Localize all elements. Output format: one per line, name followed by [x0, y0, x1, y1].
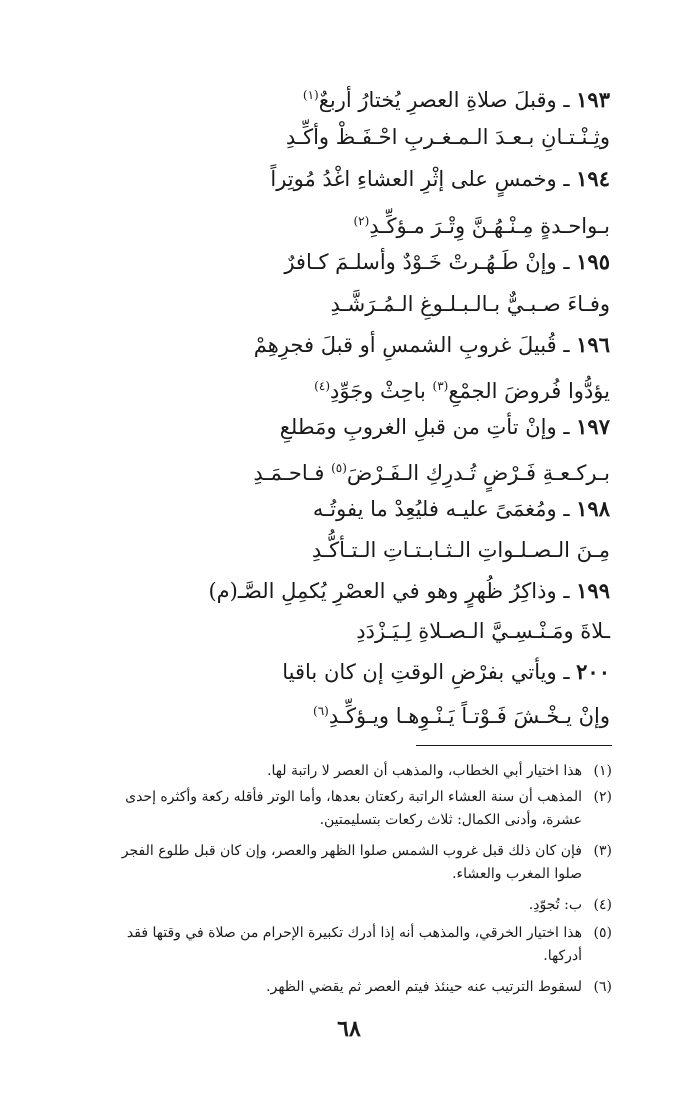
verse-text: وفـاءَ صـبـيٌّ بـالـبـلـوغِ الـمُـرَشَّـدِ [330, 292, 610, 316]
footnote-number: (٦) [593, 979, 612, 995]
verse-198-first-hemistich [40, 492, 610, 526]
footnote-text: ب: تُجوّدِ. [528, 897, 582, 913]
verse-text: بـركـعـةِ فَـرْضٍ تُـدرِكِ الـفَـرْضَ [346, 461, 610, 485]
verse-195-second-hemistich [40, 287, 610, 321]
verse-text: باحِثْ وجَوِّدِ [330, 379, 433, 403]
verse-text: وإنْ طَـهُـرتْ خَـوْدٌ وأسلـمَ كـافرٌ [284, 250, 557, 274]
footnote-1 [52, 760, 612, 783]
verse-separator: ـ [556, 579, 577, 603]
footnote-5 [52, 922, 612, 968]
verse-text: ومُغمَىً عليـه فليُعِدْ ما يفوتُـه [312, 497, 557, 521]
footnote-text: لسقوط الترتيب عنه حينئذ فيتم العصر ثم يقضي الظهر. [266, 979, 582, 995]
footnote-number: (٤) [593, 897, 612, 913]
verse-196-first-hemistich [40, 328, 610, 362]
footnote-text: هذا اختيار الخرقي، والمذهب أنه إذا أدرك تكبيرة الإحرام من صلاة في وقتها فقد [126, 925, 582, 941]
verse-number: ١٩٩ [576, 578, 610, 603]
verse-193-first-hemistich [40, 78, 610, 117]
verse-194-first-hemistich [40, 162, 610, 196]
verse-text: يؤدُّوا فُروضَ الجمْعِ [448, 379, 610, 403]
verse-text: مِـنَ الـصـلـواتِ الـثـابـتـاتِ الـتـأكُّـدِ [311, 538, 610, 562]
footnote-3 [52, 840, 612, 886]
verse-text: ـلاةَ ومَـنْـسِـيَّ الـصـلاةِ لِـيَـزْدَدِ [356, 619, 610, 643]
verse-separator: ـ [556, 333, 577, 357]
footnote-text-continued: أدركها. [543, 948, 582, 964]
footnote-marker: (٣) [432, 379, 449, 393]
verse-separator: ـ [556, 167, 577, 191]
verse-text: قُبيلَ غروبِ الشمسِ أو قبلَ فجرِهِمْ [253, 333, 557, 357]
verse-separator: ـ [556, 250, 577, 274]
verse-number: ١٩٨ [576, 496, 610, 521]
verse-number: ١٩٣ [576, 87, 610, 112]
verse-200-first-hemistich [40, 655, 610, 689]
verse-194-second-hemistich [40, 204, 610, 243]
verse-197-second-hemistich [40, 451, 610, 490]
verse-195-first-hemistich [40, 245, 610, 279]
footnote-marker: (٤) [314, 379, 330, 393]
verse-number: ١٩٦ [576, 332, 610, 357]
verse-199-second-hemistich [40, 614, 610, 648]
verse-separator: ـ [556, 415, 577, 439]
verse-text: ويأتي بفرْضِ الوقتِ إن كان باقيا [282, 660, 557, 684]
verse-text: وخمسٍ على إثْرِ العشاءِ اغْدُ مُوتِراً [270, 167, 557, 191]
verse-separator: ـ [556, 497, 577, 521]
verse-198-second-hemistich [40, 533, 610, 567]
footnote-number: (١) [593, 763, 612, 779]
verse-text: فـاحـمَـدِ [253, 461, 332, 485]
verse-197-first-hemistich [40, 410, 610, 444]
verse-separator: ـ [556, 88, 577, 112]
verse-text: وذاكِرُ ظُهرٍ وهو في العصْرِ يُكمِلِ الصَّـ(م) [208, 579, 557, 603]
verse-193-second-hemistich [40, 120, 610, 154]
verse-separator: ـ [556, 660, 577, 684]
footnote-marker: (٦) [313, 704, 329, 718]
footnote-marker: (٢) [353, 214, 370, 228]
footnote-text: هذا اختيار أبي الخطاب، والمذهب أن العصر لا راتبة لها. [267, 763, 582, 779]
verse-text: وإنْ تأتِ من قبلِ الغروبِ ومَطلعِ [279, 415, 557, 439]
footnote-6 [52, 976, 612, 999]
page-number: ٦٨ [337, 1016, 361, 1042]
verse-number: ٢٠٠ [576, 659, 610, 684]
verse-number: ١٩٤ [576, 166, 610, 191]
footnote-text: فإن كان ذلك قبل غروب الشمس صلوا الظهر والعصر، وإن كان قبل طلوع الفجر [121, 843, 582, 859]
verse-199-first-hemistich [40, 574, 610, 608]
verse-196-second-hemistich [40, 369, 610, 408]
footnote-marker: (١) [302, 88, 319, 102]
verse-number: ١٩٧ [576, 414, 610, 439]
footnote-number: (٥) [593, 925, 612, 941]
verse-number: ١٩٥ [576, 249, 610, 274]
footnote-number: (٣) [593, 843, 612, 859]
footnote-4 [52, 894, 612, 917]
footnote-rule [416, 745, 612, 746]
footnote-text-continued: عشرة، وأدنى الكمال: ثلاث ركعات بتسليمتين. [319, 812, 582, 828]
footnote-text: المذهب أن سنة العشاء الراتبة ركعتان بعدها، وأما الوتر فأقله ركعة وأكثره إحدى [125, 789, 582, 805]
footnote-number: (٢) [593, 789, 612, 805]
footnote-text-continued: صلوا المغرب والعشاء. [452, 866, 582, 882]
footnote-2 [52, 786, 612, 832]
verse-text: وإنْ يـخْـشَ فَـوْتـاً يَـنْـوِهـا ويـؤكِّـدِ [328, 704, 610, 728]
verse-200-second-hemistich [40, 694, 610, 733]
footnote-marker: (٥) [331, 461, 347, 475]
verse-text: بـواحـدةٍ مِـنْـهُـنَّ وِتْـرَ مـؤكِّـدِ [369, 214, 610, 238]
verse-text: وثِـنْـتـانِ بـعـدَ الـمـغـربِ احْـفَـظْ وأكِّـدِ [285, 125, 610, 149]
verse-text: وقبلَ صلاةِ العصرِ يُختارُ أربعٌ [318, 88, 557, 112]
